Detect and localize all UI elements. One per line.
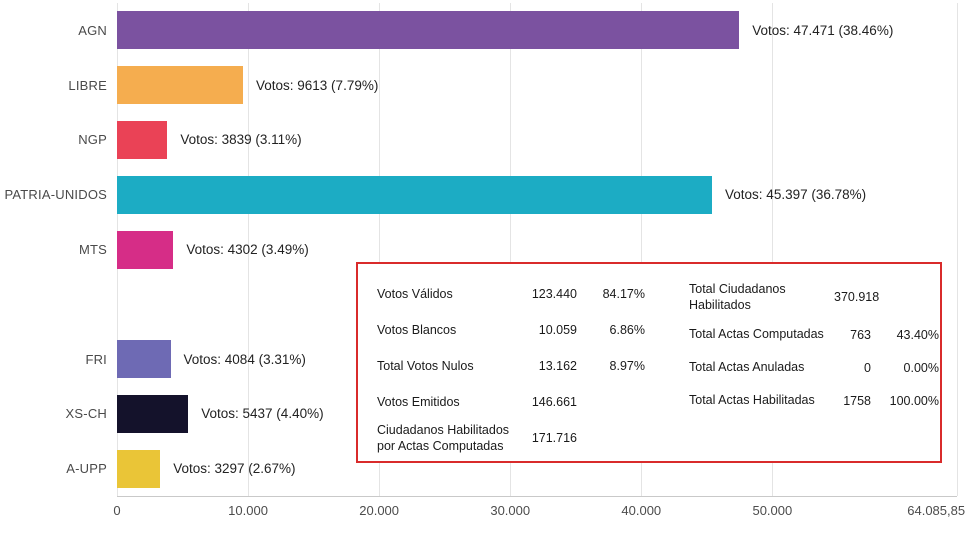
summary-percent: 8.97% — [609, 359, 645, 373]
summary-value: 370.918 — [834, 290, 880, 304]
summary-label: Total Ciudadanos Habilitados — [689, 281, 786, 312]
summary-label: Total Actas Computadas — [689, 327, 824, 342]
bar-value-label: Votos: 5437 (4.40%) — [201, 406, 324, 422]
summary-label: Total Votos Nulos — [377, 358, 474, 373]
bar-row — [0, 58, 957, 113]
bar-agn[interactable] — [117, 11, 739, 49]
summary-left-column — [377, 276, 645, 461]
bar-row — [0, 167, 957, 222]
category-label: AGN — [78, 22, 107, 38]
x-tick-label: 50.000 — [752, 503, 793, 518]
summary-value: 763 — [850, 327, 871, 342]
x-tick-label: 30.000 — [490, 503, 531, 518]
summary-label: Votos Válidos — [377, 286, 453, 301]
gridline — [957, 3, 958, 496]
category-label: PATRIA-UNIDOS — [4, 187, 107, 203]
x-tick-label: 0 — [113, 503, 121, 518]
summary-percent: 43.40% — [896, 327, 939, 342]
summary-value: 171.716 — [531, 431, 577, 445]
summary-label: Ciudadanos Habilitados por Actas Computadas — [377, 422, 510, 453]
summary-right-column — [689, 276, 949, 461]
bar-value-label: Votos: 4084 (3.31%) — [183, 351, 306, 367]
summary-row — [377, 348, 645, 384]
summary-row — [377, 276, 645, 312]
summary-label: Votos Emitidos — [377, 394, 460, 409]
summary-percent: 0.00% — [903, 360, 939, 375]
bar-value-label: Votos: 9613 (7.79%) — [256, 77, 379, 93]
x-tick-label: 64.085,85 — [907, 503, 966, 518]
bar-patria-unidos[interactable] — [117, 176, 712, 214]
bar-value-label: Votos: 3297 (2.67%) — [173, 461, 296, 477]
category-label: LIBRE — [68, 77, 107, 93]
bar-row — [0, 113, 957, 168]
bar-value-label: Votos: 45.397 (36.78%) — [725, 187, 867, 203]
summary-row — [377, 312, 645, 348]
bar-ngp[interactable] — [117, 121, 167, 159]
summary-label: Total Actas Habilitadas — [689, 393, 815, 408]
summary-value: 123.440 — [531, 287, 577, 301]
summary-row — [689, 384, 939, 417]
bar-value-label: Votos: 47.471 (38.46%) — [752, 22, 894, 38]
bar-value-label: Votos: 4302 (3.49%) — [186, 242, 309, 258]
summary-row — [377, 384, 645, 420]
summary-percent: 100.00% — [889, 393, 939, 408]
summary-row — [689, 276, 939, 318]
summary-box — [356, 262, 942, 463]
summary-percent: 6.86% — [609, 323, 645, 337]
category-label: A-UPP — [66, 461, 107, 477]
summary-percent: 84.17% — [602, 287, 645, 301]
category-label: MTS — [78, 242, 107, 258]
summary-value: 1758 — [843, 393, 871, 408]
summary-label: Total Actas Anuladas — [689, 360, 805, 375]
bar-value-label: Votos: 3839 (3.11%) — [180, 132, 302, 148]
summary-value: 0 — [864, 360, 871, 375]
summary-row — [689, 351, 939, 384]
summary-label: Votos Blancos — [377, 322, 457, 337]
summary-value: 13.162 — [538, 359, 577, 373]
bar-xs-ch[interactable] — [117, 395, 188, 433]
summary-value: 10.059 — [538, 323, 577, 337]
x-tick-label: 40.000 — [621, 503, 662, 518]
bar-libre[interactable] — [117, 66, 243, 104]
summary-row — [377, 420, 645, 456]
category-label: NGP — [78, 132, 107, 148]
bar-row — [0, 3, 957, 58]
summary-value: 146.661 — [531, 395, 577, 409]
bar-a-upp[interactable] — [117, 450, 160, 488]
x-tick-label: 20.000 — [359, 503, 400, 518]
bar-fri[interactable] — [117, 340, 171, 378]
x-tick-label: 10.000 — [228, 503, 268, 518]
summary-row — [689, 318, 939, 351]
bar-mts[interactable] — [117, 231, 173, 269]
category-label: XS-CH — [65, 406, 107, 422]
category-label: FRI — [85, 351, 107, 367]
